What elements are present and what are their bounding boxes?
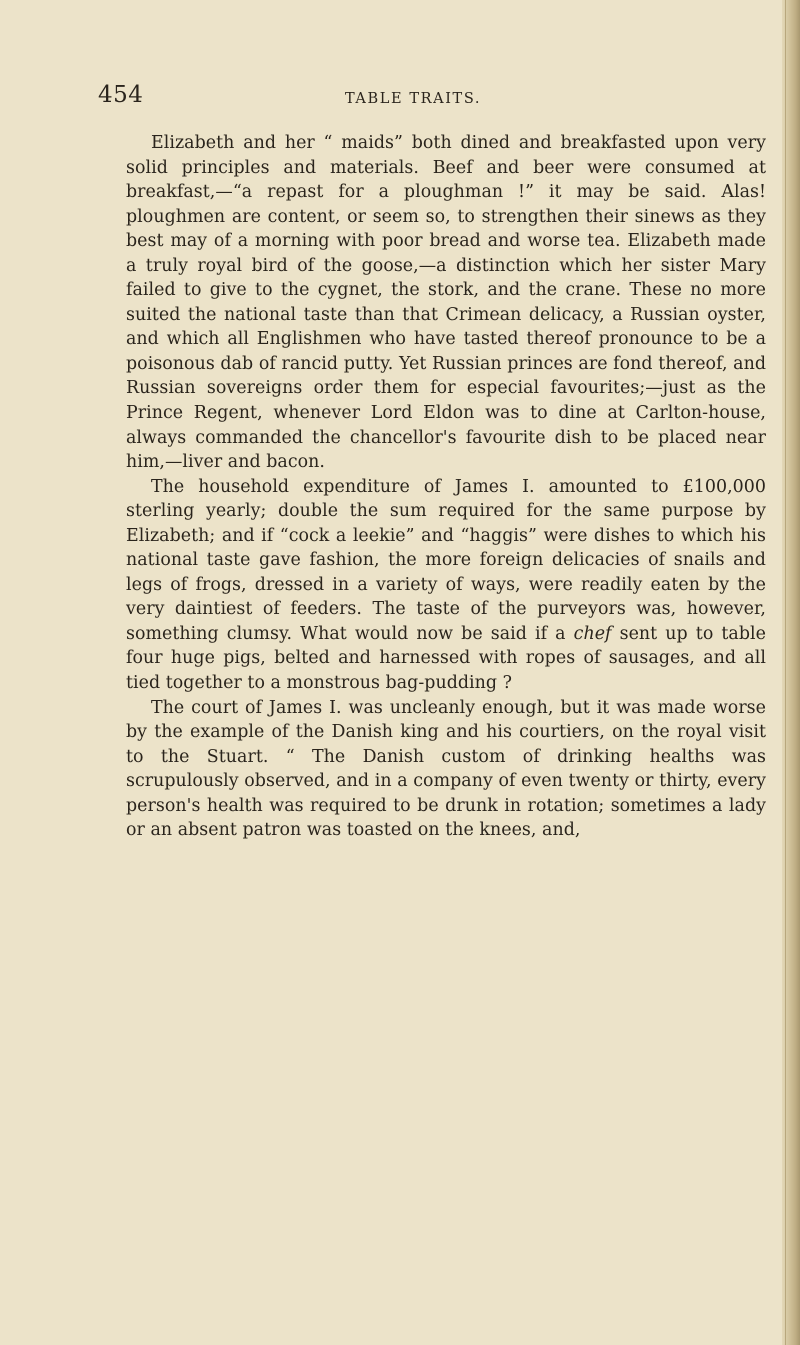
page-edge-line bbox=[785, 0, 786, 1345]
paragraph-1-text: Elizabeth and her “ maids” both dined and breakfasted upon very solid principles and materials. Beef and beer were consumed at breakfast,—“a repast for a ploughman !” it may be said. Alas! ploughmen are content, or seem so, to strengthen their sinews as they best may of a morning with poor bread and worse tea. Elizabeth made a truly royal bird of the goose,—a distinction which her sister Mary failed to give to the cygnet, the stork, and the crane. These no more suited the national taste than that Crimean delicacy, a Russian oyster, and which all Englishmen who have tasted thereof pronounce to be a poisonous dab of rancid putty. Yet Russian princes are fond thereof, and Russian sovereigns order them for especial favourites;—just as the Prince Regent, whenever Lord Eldon was to dine at Carlton-house, always commanded the chancellor's favourite dish to be placed near him,—liver and bacon. bbox=[126, 133, 766, 473]
paragraph-2-text-end: sent up to table four huge pigs, belted and harnessed with ropes of sausages, and all tied together to a monstrous bag-pudding ? bbox=[126, 623, 766, 694]
paragraph-3-text: The court of James I. was uncleanly enough, but it was made worse by the example of the Danish king and his courtiers, on the royal visit to the Stuart. “ The Danish custom of drinking healths was scrupulously observed, and in a company of even twenty or thirty, every person's health was required to be drunk in rotation; sometimes a lady or an absent patron was toasted on the knees, and, bbox=[126, 697, 766, 841]
body-text bbox=[126, 131, 766, 843]
paragraph-2 bbox=[126, 475, 766, 696]
running-head: TABLE TRAITS. bbox=[344, 91, 482, 107]
paragraph-2-text-start: The household expenditure of James I. amounted to £100,000 sterling yearly; double the sum required for the same purpose by Elizabeth; and if “cock a leekie” and “haggis” were dishes to which his national taste gave fashion, the more foreign delicacies of snails and legs of frogs, dressed in a variety of ways, were readily eaten by the very daintiest of feeders. The taste of the purveyors was, however, something clumsy. What would now be said if a bbox=[126, 476, 766, 644]
paragraph-1 bbox=[126, 131, 766, 475]
paragraph-2-italic-word: chef bbox=[573, 623, 612, 644]
page-number: 454 bbox=[98, 82, 144, 108]
paragraph-3 bbox=[126, 696, 766, 843]
